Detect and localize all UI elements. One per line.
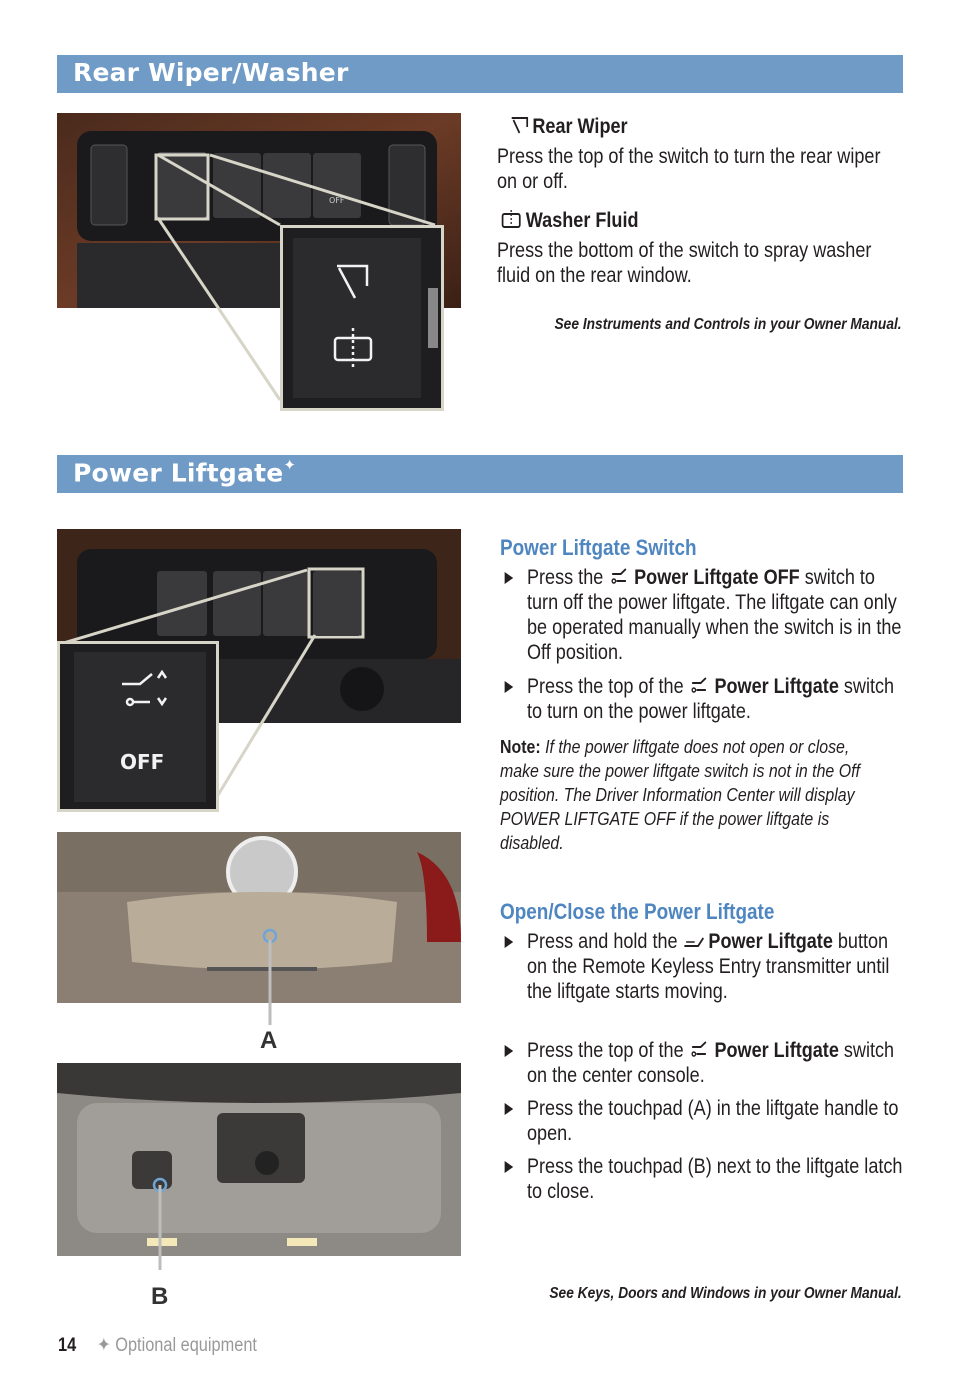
bullet-arrow-icon: [505, 1161, 514, 1173]
rear-wiper-icon: [510, 115, 529, 135]
washer-fluid-heading-row: [500, 208, 639, 233]
callout-a-line: [265, 940, 275, 1025]
remote-liftgate-icon: [683, 934, 705, 950]
bullet-text: switch to turn off the power liftgate. The liftgate can only be operated manually when the switch is in the Off position.: [527, 566, 902, 664]
callout-b-label: B: [151, 1283, 169, 1310]
wiper-switch-inset: [280, 225, 444, 411]
rear-wiper-text: Press the top of the switch to turn the rear wiper on or off.: [497, 145, 881, 193]
callout-b-line: [155, 1185, 165, 1270]
inset-off-label: OFF: [120, 750, 165, 774]
bullet-text: switch to turn on the power liftgate.: [527, 675, 895, 723]
bullet-text: Press the touchpad (B) next to the liftgate latch to close.: [527, 1155, 903, 1203]
note-text: If the power liftgate does not open or close, make sure the power liftgate switch is not in the Off position. The Driver Information Center will display POWER LIFTGATE OFF if the power liftgate is disabled.: [500, 736, 860, 853]
bullet-text: Press the: [527, 566, 604, 589]
liftgate-icon: [689, 675, 711, 695]
bullet-text: button on the Remote Keyless Entry transmitter until the liftgate starts moving.: [527, 930, 890, 1003]
bullet-text: Press the top of the: [527, 675, 684, 698]
bullet-text: Press and hold the: [527, 930, 678, 953]
rear-reference: See Instruments and Controls in your Owner Manual.: [554, 316, 902, 333]
open-close-bullet-3: [527, 1096, 905, 1146]
liftgate-switch-inset: [57, 641, 219, 812]
bullet-text: Press the top of the: [527, 1039, 684, 1062]
bullet-arrow-icon: [505, 1045, 514, 1057]
bullet-arrow-icon: [505, 1103, 514, 1115]
liftgate-icon: [608, 566, 630, 586]
liftgate-note: [500, 735, 878, 855]
section-title: Rear Wiper/Washer: [73, 58, 349, 87]
bullet-arrow-icon: [505, 572, 514, 584]
switch-bullet-1: [527, 565, 905, 665]
liftgate-icon: [689, 1039, 711, 1059]
washer-fluid-heading: Washer Fluid: [525, 209, 639, 232]
page-number: 14: [58, 1335, 77, 1356]
bullet-arrow-icon: [505, 681, 514, 693]
bullet-arrow-icon: [505, 936, 514, 948]
rear-wiper-heading-row: [510, 114, 628, 139]
optional-mark: ✦: [283, 456, 297, 474]
open-close-bullet-1: [527, 929, 905, 1004]
liftgate-reference: See Keys, Doors and Windows in your Owner Manual.: [549, 1285, 902, 1302]
section-title-text: Power Liftgate: [73, 458, 284, 488]
optional-mark: ✦: [97, 1335, 111, 1356]
note-label: Note:: [500, 736, 541, 757]
svg-text:OFF: OFF: [329, 196, 345, 205]
open-close-bullet-4: [527, 1154, 905, 1204]
power-liftgate-switch-heading: Power Liftgate Switch: [500, 535, 697, 560]
power-liftgate-section-header: [57, 455, 903, 493]
open-close-heading: Open/Close the Power Liftgate: [500, 899, 775, 924]
switch-name: Power Liftgate: [714, 675, 839, 698]
section-title: [73, 458, 296, 487]
button-name: Power Liftgate: [708, 930, 833, 953]
washer-fluid-text: Press the bottom of the switch to spray washer fluid on the rear window.: [497, 239, 872, 287]
liftgate-handle-photo: [57, 832, 461, 1003]
rear-wiper-heading: Rear Wiper: [532, 115, 628, 138]
optional-equipment-note: [97, 1333, 257, 1358]
callout-a-label: A: [260, 1027, 278, 1054]
switch-bullet-2: [527, 674, 905, 724]
bullet-text: switch on the center console.: [527, 1039, 895, 1087]
optional-text: Optional equipment: [115, 1335, 257, 1356]
bullet-text: Press the touchpad (A) in the liftgate handle to open.: [527, 1097, 899, 1145]
rear-wiper-washer-section-header: [57, 55, 903, 93]
switch-name: Power Liftgate: [714, 1039, 839, 1062]
liftgate-latch-photo: [57, 1063, 461, 1256]
open-close-bullet-2: [527, 1038, 905, 1088]
washer-fluid-icon: [500, 209, 522, 229]
switch-name: Power Liftgate OFF: [634, 566, 800, 589]
